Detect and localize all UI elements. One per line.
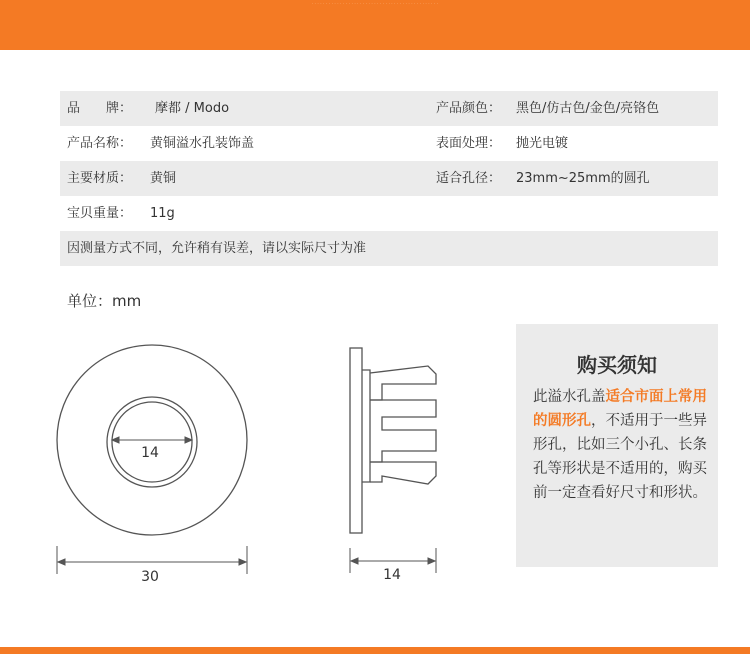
banner-fine-print: · · · · · · · · · · · · · · · · · · · · · · · · · · · · · · · · · · · · · · · · · · · · · [311, 1, 439, 6]
material-label: 主要材质： [67, 171, 133, 186]
hole-size-label: 适合孔径： [436, 171, 502, 186]
purchase-notice-box [516, 324, 718, 567]
side-depth-label: 14 [383, 567, 401, 583]
measurement-note: 因测量方式不同，允许稍有误差，请以实际尺寸为准 [67, 241, 367, 256]
inner-ring-circle [107, 397, 197, 487]
color-value: 黑色/仿古色/金色/亮铬色 [516, 101, 660, 116]
side-view-profile [350, 348, 436, 533]
weight-label: 宝贝重量： [67, 206, 133, 221]
notice-text-before: 此溢水孔盖 [533, 389, 606, 405]
surface-label: 表面处理： [436, 136, 502, 151]
brand-label: 品 牌： [67, 101, 133, 116]
inner-diameter-label: 14 [141, 445, 159, 461]
notice-body [533, 385, 709, 505]
surface-value: 抛光电镀 [516, 136, 569, 151]
notice-text-after: ，不适用于一些异形孔，比如三个小孔、长条孔等形状是不适用的，购买前一定查看好尺寸和形状。 [533, 413, 707, 501]
notice-title: 购买须知 [577, 353, 657, 377]
hole-circle [112, 402, 192, 482]
material-value: 黄铜 [150, 171, 177, 186]
outer-diameter-label: 30 [141, 569, 159, 585]
product-name-value: 黄铜溢水孔装饰盖 [150, 136, 255, 151]
bottom-banner [0, 647, 750, 654]
product-name-label: 产品名称： [67, 136, 133, 151]
unit-label: 单位：mm [67, 292, 142, 310]
notice-highlight: 适合市面上常用的圆形孔 [533, 389, 707, 429]
hole-size-value: 23mm~25mm的圆孔 [516, 171, 650, 186]
color-label: 产品颜色： [436, 101, 502, 116]
brand-value: 摩都 / Modo [155, 101, 230, 116]
weight-value: 11g [150, 206, 175, 221]
inner-diameter-dimension [112, 437, 192, 443]
